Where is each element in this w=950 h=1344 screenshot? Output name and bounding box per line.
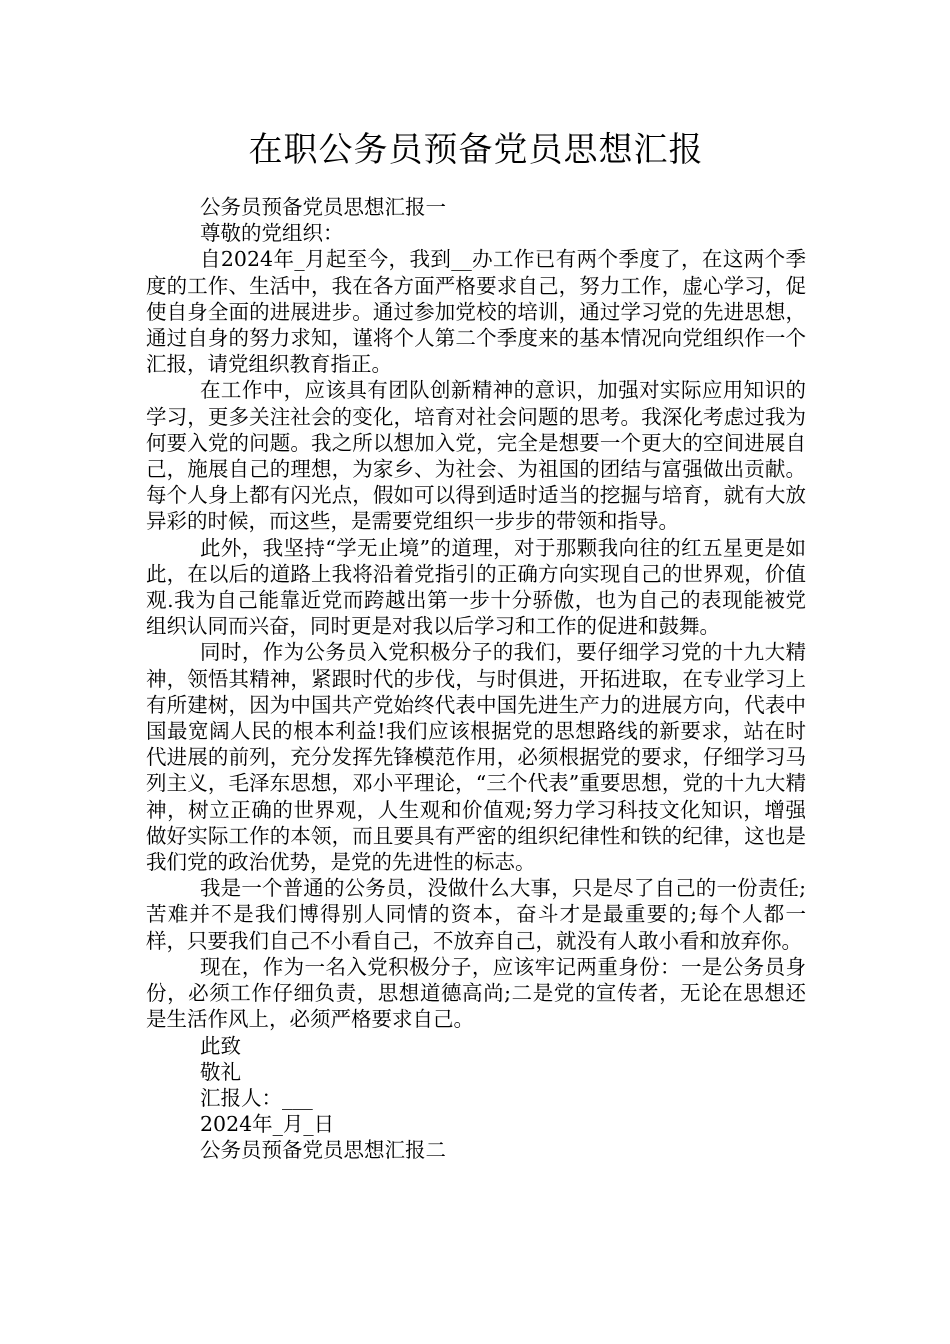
reporter-signature: 汇报人：___ xyxy=(200,1085,313,1110)
paragraph-6: 现在，作为一名入党积极分子，应该牢记两重身份：一是公务员身份，必须工作仔细负责，思想道德高尚;二是党的宣传者，无论在思想还是生活作风上，必须严格要求自己。 xyxy=(146,954,806,1032)
paragraph-5: 我是一个普通的公务员，没做什么大事，只是尽了自己的一份责任;苦难并不是我们博得别人同情的资本，奋斗才是最重要的;每个人都一样，只要我们自己不小看自己，不放弃自己，就没有人敢小看和放弃你。 xyxy=(146,876,806,953)
paragraph-4: 同时，作为公务员入党积极分子的我们，要仔细学习党的十九大精神，领悟其精神，紧跟时代的步伐，与时俱进，开拓进取，在专业学习上有所建树，因为中国共产党始终代表中国先进生产力的进展方向，代表中国最宽阔人民的根本利益!我们应该根据党的思想路线的新要求，站在时代进展的前列，充分发挥先锋模范作用，必须根据党的要求，仔细学习马列主义，毛泽东思想，邓小平理论，“三个代表”重要思想，党的十九大精神，树立正确的世界观，人生观和价值观;努力学习科技文化知识，增强做好实际工作的本领，而且要具有严密的组织纪律性和铁的纪律，这也是我们党的政治优势，是党的先进性的标志。 xyxy=(146,640,806,875)
document-page xyxy=(146,128,806,1164)
report-date: 2024年_月_日 xyxy=(200,1112,335,1137)
document-title: 在职公务员预备党员思想汇报 xyxy=(248,130,704,170)
paragraph-1: 自2024年_月起至今，我到__办工作已有两个季度了，在这两个季度的工作、生活中，我在各方面严格要求自己，努力工作，虚心学习，促使自身全面的进展进步。通过参加党校的培训，通过学习党的先进思想，通过自身的努力求知，谨将个人第二个季度来的基本情况向党组织作一个汇报，请党组织教育指正。 xyxy=(146,247,806,377)
closing-jingli: 敬礼 xyxy=(200,1059,241,1084)
section-heading-1: 公务员预备党员思想汇报一 xyxy=(200,195,446,219)
salutation: 尊敬的党组织： xyxy=(200,221,344,246)
paragraph-2: 在工作中，应该具有团队创新精神的意识，加强对实际应用知识的学习，更多关注社会的变化，培育对社会问题的思考。我深化考虑过我为何要入党的问题。我之所以想加入党，完全是想要一个更大的空间进展自己，施展自己的理想，为家乡、为社会、为祖国的团结与富强做出贡献。每个人身上都有闪光点，假如可以得到适时适当的挖掘与培育，就有大放异彩的时候，而这些，是需要党组织一步步的带领和指导。 xyxy=(146,378,806,534)
paragraph-3: 此外，我坚持“学无止境”的道理，对于那颗我向往的红五星更是如此，在以后的道路上我将沿着党指引的正确方向实现自己的世界观，价值观.我为自己能靠近党而跨越出第一步十分骄傲，也为自己的表现能被党组织认同而兴奋，同时更是对我以后学习和工作的促进和鼓舞。 xyxy=(146,535,806,639)
section-heading-2: 公务员预备党员思想汇报二 xyxy=(200,1138,446,1163)
document-body xyxy=(146,194,806,1164)
closing-zhizhi: 此致 xyxy=(200,1033,241,1058)
